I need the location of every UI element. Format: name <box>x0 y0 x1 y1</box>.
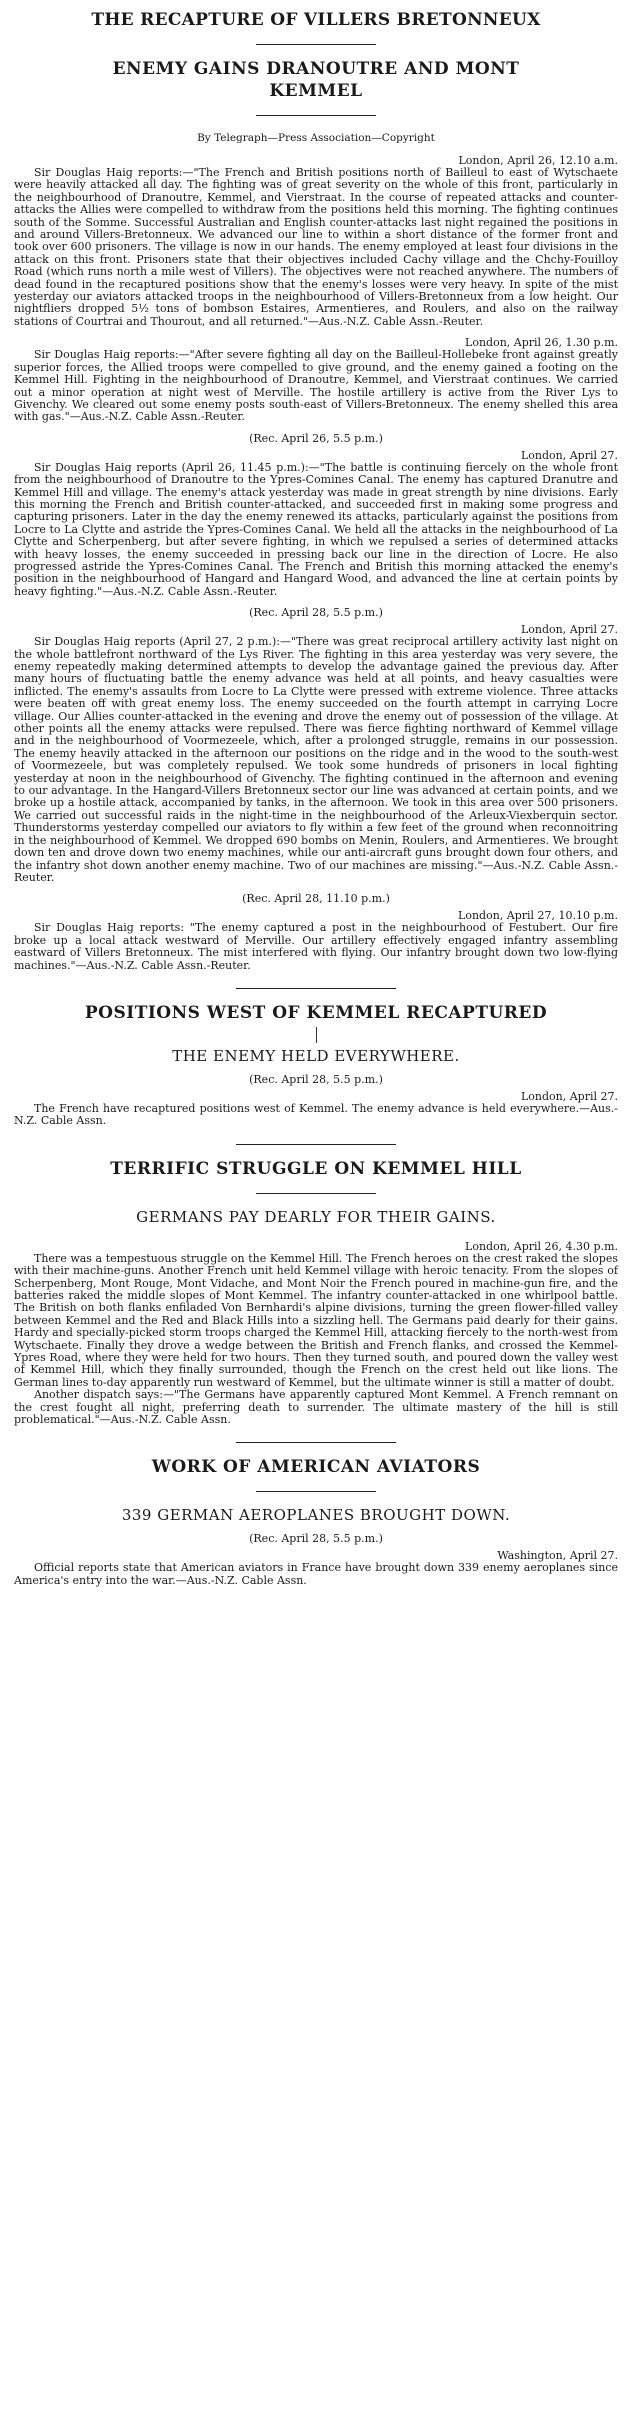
section-subhead: GERMANS PAY DEARLY FOR THEIR GAINS. <box>136 1207 496 1226</box>
report-paragraph: Sir Douglas Haig reports (April 26, 11.45 p.m.):—"The battle is continuing fiercely on the whole front from the neighbourhood of Dranoutre to the Ypres-Comines Canal. The enemy has captured Dranutre and Kemmel Hill and village. The enemy's attack yesterday was made in great strength by nine divisions. Early this morning the French and British counter-attacked, and succeeded first in making some progress and capturing prisoners. Later in the day the enemy renewed its attacks, particularly against the positions from Locre to La Clytte and astride the Ypres-Comines Canal. We held all the attacks in the neighbourhood of La Clytte and Scherpenberg, but after severe fighting, in which we repulsed a series of determined attacks with heavy losses, the enemy succeeded in pressing back our line in the direction of Locre. He also progressed astride the Ypres-Comines Canal. The French and British this morning attacked the enemy's position in the neighbourhood of Hangard and Hangard Wood, and advanced the line at certain points by heavy fighting."—Aus.-N.Z. Cable Assn.-Reuter. <box>14 460 618 598</box>
newspaper-clipping <box>14 0 618 1587</box>
report-paragraph: Sir Douglas Haig reports (April 27, 2 p.m.):—"There was great reciprocal artillery activity last night on the whole battlefront northward of the Lys River. The fighting in this area yesterday was very severe, the enemy repeatedly making determined attempts to develop the advantage gained the previous day. After many hours of fluctuating battle the enemy advance was held at all points, and heavy casualties were inflicted. The enemy's assaults from Locre to La Clytte were pressed with extreme violence. Three attacks were beaten off with great enemy loss. The enemy succeeded on the fourth attempt in carrying Locre village. Our Allies counter-attacked in the evening and drove the enemy out of possession of the village. At other points all the enemy attacks were repulsed. There was fierce fighting northward of Kemmel village and in the neighbourhood of Voormezeele, which, after a prolonged struggle, remains in our possession. The enemy heavily attacked in the afternoon our positions on the ridge and in the wood to the south-west of Voormezeele, but was completely repulsed. We took some hundreds of prisoners in local fighting yesterday at noon in the neighbourhood of Givenchy. The fighting continued in the afternoon and evening to our advantage. In the Hangard-Villers Bretonneux sector our line was advanced at certain points, and we broke up a hostile attack, accompanied by tanks, in the afternoon. We took in this area over 500 prisoners. We carried out successful raids in the night-time in the neighbourhood of the Arleux-Viexberquin sector. Thunderstorms yesterday compelled our aviators to fly within a few feet of the ground when reconnoitring in the neighbourhood of Kemmel. We dropped 690 bombs on Menin, Roulers, and Armentieres. We brought down ten and drove down two enemy machines, while our anti-aircraft guns brought down four others, and the infantry shot down another enemy machine. Two of our machines are missing."—Aus.-N.Z. Cable Assn.-Reuter. <box>14 635 618 884</box>
received-note: (Rec. April 28, 11.10 p.m.) <box>242 892 390 906</box>
section-divider <box>256 1491 376 1492</box>
headline-divider <box>256 115 376 116</box>
section-title: TERRIFIC STRUGGLE ON KEMMEL HILL <box>110 1158 522 1179</box>
headline-line-1: ENEMY GAINS DRANOUTRE AND MONT <box>112 59 520 79</box>
section-subhead: THE ENEMY HELD EVERYWHERE. <box>172 1046 460 1065</box>
section-positions-recaptured <box>14 1003 618 1128</box>
dateline: London, April 27. <box>520 1089 618 1103</box>
byline: By Telegraph—Press Association—Copyright <box>197 132 435 144</box>
headline-line-2: KEMMEL <box>269 81 363 101</box>
dateline: London, April 26, 1.30 p.m. <box>465 336 618 350</box>
report-paragraph: The French have recaptured positions west of Kemmel. The enemy advance is held everywhere.—Aus.-N.Z. Cable Assn. <box>14 1101 618 1128</box>
section-divider <box>316 1027 317 1043</box>
section-divider <box>236 1442 396 1443</box>
report-paragraph: Sir Douglas Haig reports: "The enemy captured a post in the neighbourhood of Festubert. Our fire broke up a local attack westward of Merville. Our artillery effectively engaged infantry assembling eastward of Villers Bretonneux. The mist interfered with flying. Our infantry brought down two low-flying machines."—Aus.-N.Z. Cable Assn.-Reuter. <box>14 921 618 972</box>
article-title: THE RECAPTURE OF VILLERS BRETONNEUX <box>91 10 541 30</box>
report-paragraph: Official reports state that American aviators in France have brought down 339 enemy aeroplanes since America's entry into the war.—Aus.-N.Z. Cable Assn. <box>14 1561 618 1587</box>
dateline: London, April 26, 12.10 a.m. <box>458 154 618 167</box>
received-note: (Rec. April 28, 5.5 p.m.) <box>249 1532 383 1546</box>
report-paragraph: Sir Douglas Haig reports:—"The French and British positions north of Bailleul to east of Wytschaete were heavily attacked all day. The fighting was of great severity on the whole of this front, particularly in the neighbourhood of Dranoutre, Kemmel, and Vierstraat. In the course of repeated attacks and counter-attacks the Allies were compelled to withdraw from the positions held this morning. The fighting continues south of the Somme. Successful Australian and English counter-attacks last night regained the positions in and around Villers-Bretonneux. We advanced our line to within a short distance of the former front and took over 600 prisoners. The village is now in our hands. The enemy employed at least four divisions in the attack on this front. Prisoners state that their objectives included Cachy village and the Chchy-Fouilloy Road (which runs north a mile west of Villers). The objectives were not reached anywhere. The numbers of dead found in the recaptured positions show that the enemy's losses were very heavy. In spite of the mist yesterday our aviators attacked troops in the neighbourhood of Villers-Bretonneux from a low height. Our nightfliers dropped 5½ tons of bombson Estaires, Armentieres, and Roulers, and also on the railway stations of Courtrai and Thourout, and all returned."—Aus.-N.Z. Cable Assn.-Reuter. <box>14 166 618 328</box>
section-title: WORK OF AMERICAN AVIATORS <box>151 1457 481 1478</box>
section-kemmel-hill <box>14 1159 618 1427</box>
section-american-aviators <box>14 1457 618 1587</box>
report-paragraph: There was a tempestuous struggle on the Kemmel Hill. The French heroes on the crest raked the slopes with their machine-guns. Another French unit held Kemmel village with heroic tenacity. From the slopes of Scherpenberg, Mont Rouge, Mont Vidache, and Mont Noir the French poured in machine-gun fire, and the batteries raked the middle slopes of Mont Kemmel. The infantry counter-attacked in one whirlpool battle. The British on both flanks enfiladed Von Bernhardi's alpine divisions, turning the green flower-filled valley between Kemmel and the Red and Black Hills into a sizzling hell. The Germans paid dearly for their gains. Hardy and specially-picked storm troops charged the Kemmel Hill, attacking fiercely to the north-west from Wytschaete. Finally they drove a wedge between the British and French flanks, and crossed the Kemmel-Ypres Road, where they were held for two hours. Then they turned south, and poured down the valley west of Kemmel Hill, which they finally surrounded, though the French on the crest held out like lions. The German lines to-day apparently run westward of Kemmel, but the ultimate winner is still a matter of doubt. <box>14 1251 618 1389</box>
dateline: London, April 27, 10.10 p.m. <box>458 909 618 923</box>
section-subhead: 339 GERMAN AEROPLANES BROUGHT DOWN. <box>121 1506 511 1525</box>
section-divider <box>256 1193 376 1194</box>
section-divider <box>236 988 396 989</box>
dateline: London, April 27. <box>520 448 618 462</box>
section-divider <box>236 1144 396 1145</box>
report-paragraph: Another dispatch says:—"The Germans have apparently captured Mont Kemmel. A French remnant on the crest fought all night, preferring death to surrender. The ultimate mastery of the hill is still problematical."—Aus.-N.Z. Cable Assn. <box>14 1388 618 1427</box>
section-title: POSITIONS WEST OF KEMMEL RECAPTURED <box>84 1002 548 1023</box>
dateline: Washington, April 27. <box>497 1549 618 1563</box>
dateline: London, April 27. <box>520 623 618 637</box>
received-note: (Rec. April 28, 5.5 p.m.) <box>249 606 383 620</box>
dateline: London, April 26, 4.30 p.m. <box>465 1239 618 1253</box>
received-note: (Rec. April 28, 5.5 p.m.) <box>249 1072 383 1086</box>
title-divider <box>256 44 376 45</box>
report-paragraph: Sir Douglas Haig reports:—"After severe fighting all day on the Bailleul-Hollebeke front against greatly superior forces, the Allied troops were compelled to give ground, and the enemy gained a footing on the Kemmel Hill. Fighting in the neighbourhood of Dranoutre, Kemmel, and Vierstraat continues. We carried out a minor operation at night west of Merville. The hostile artillery is active from the River Lys to Givenchy. We cleared out some enemy posts south-east of Villers-Bretonneux. The enemy shelled this area with gas."—Aus.-N.Z. Cable Assn.-Reuter. <box>14 348 618 424</box>
received-note: (Rec. April 26, 5.5 p.m.) <box>249 431 383 445</box>
